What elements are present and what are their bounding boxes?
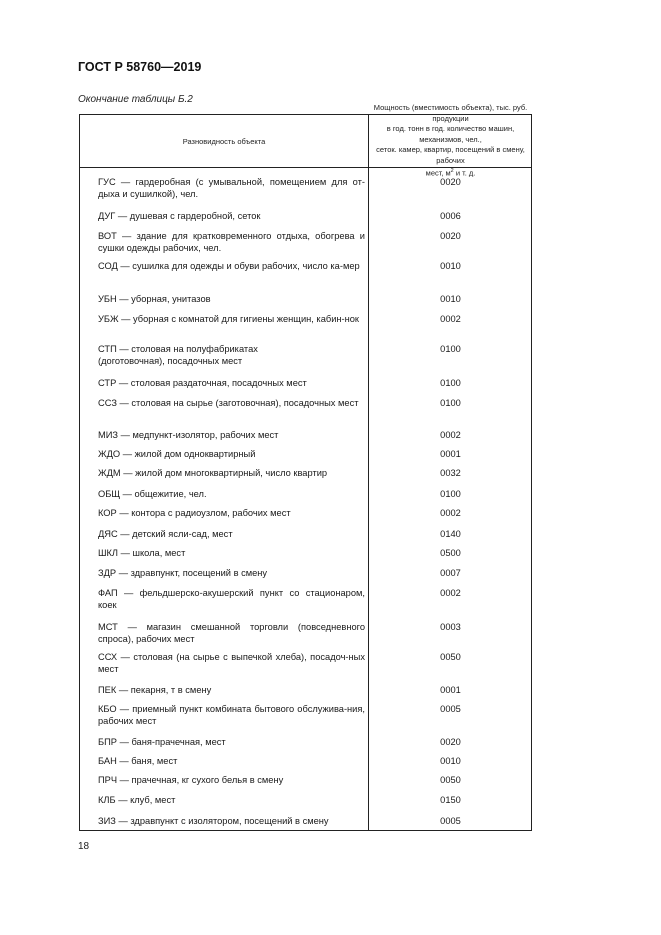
capacity-cell: 0007 <box>440 568 461 578</box>
object-type-cell: ДЯС — детский ясли-сад, мест <box>98 529 233 539</box>
object-type-cell: ЖДМ — жилой дом многоквартирный, число квартир <box>98 468 328 478</box>
page-number: 18 <box>78 841 90 852</box>
object-type-cell: ГУС — гардеробная (с умывальной, помещением для от-дыха и сушилкой), чел. <box>98 177 365 199</box>
capacity-cell: 0006 <box>440 211 461 221</box>
object-type-cell: МСТ — магазин смешанной торговли (повседневного спроса), рабочих мест <box>98 622 365 644</box>
object-type-cell: СТР — столовая раздаточная, посадочных мест <box>98 378 307 388</box>
object-type-cell: ВОТ — здание для кратковременного отдыха, обогрева и сушки одежды рабочих, чел. <box>98 231 365 253</box>
capacity-cell: 0500 <box>440 548 461 558</box>
capacity-cell: 0002 <box>440 314 461 324</box>
capacity-cell: 0001 <box>440 685 461 695</box>
capacity-cell: 0010 <box>440 756 461 766</box>
capacity-header-line: в год. тонн в год. количество машин, механизмов, чел., <box>386 124 515 144</box>
standard-code: ГОСТ Р 58760—2019 <box>78 60 202 74</box>
column-header-object-type: Разновидность объекта <box>182 136 266 146</box>
object-type-cell: КЛБ — клуб, мест <box>98 795 176 805</box>
object-type-cell: УБЖ — уборная с комнатой для гигиены женщин, кабин-нок <box>98 314 359 324</box>
object-type-cell: ССЗ — столовая на сырье (заготовочная), посадочных мест <box>98 398 359 408</box>
capacity-cell: 0003 <box>440 622 461 632</box>
capacity-cell: 0150 <box>440 795 461 805</box>
capacity-cell: 0010 <box>440 261 461 271</box>
object-type-cell: БАН — баня, мест <box>98 756 178 766</box>
capacity-cell: 0050 <box>440 652 461 662</box>
capacity-cell: 0050 <box>440 775 461 785</box>
object-type-cell: ПЕК — пекарня, т в смену <box>98 685 212 695</box>
object-types-table <box>79 103 532 831</box>
capacity-cell: 0020 <box>440 177 461 187</box>
capacity-cell: 0140 <box>440 529 461 539</box>
superscript-two: 2 <box>450 168 454 174</box>
capacity-cell: 0020 <box>440 737 461 747</box>
object-type-cell: ФАП — фельдшерско-акушерский пункт со стационаром, коек <box>98 588 365 610</box>
object-type-cell: ЖДО — жилой дом одноквартирный <box>98 449 256 459</box>
capacity-cell: 0100 <box>440 398 461 408</box>
object-type-cell: ССХ — столовая (на сырье с выпечкой хлеба), посадоч-ных мест <box>98 652 365 674</box>
column-header-capacity <box>369 103 532 178</box>
object-type-cell: ЗИЗ — здравпункт с изолятором, посещений в смену <box>98 816 329 826</box>
capacity-cell: 0005 <box>440 704 461 714</box>
object-type-cell: СОД — сушилка для одежды и обуви рабочих, число ка-мер <box>98 261 360 271</box>
capacity-cell: 0032 <box>440 468 461 478</box>
object-type-cell: УБН — уборная, унитазов <box>98 294 211 304</box>
capacity-cell: 0001 <box>440 449 461 459</box>
capacity-cell: 0002 <box>440 588 461 598</box>
object-type-cell: КОР — контора с радиоузлом, рабочих мест <box>98 508 291 518</box>
capacity-header-line: сеток. камер, квартир, посещений в смену, рабочих <box>376 145 525 165</box>
capacity-cell: 0100 <box>440 489 461 499</box>
capacity-cell: 0005 <box>440 816 461 826</box>
capacity-cell: 0010 <box>440 294 461 304</box>
capacity-header-line: Мощность (вместимость объекта), тыс. руб. продукции <box>373 103 528 123</box>
object-type-cell: БПР — баня-прачечная, мест <box>98 737 226 747</box>
capacity-cell: 0100 <box>440 378 461 388</box>
object-type-cell: СТП — столовая на полуфабрикатах (доготовочная), посадочных мест <box>98 344 258 366</box>
object-type-cell: ЗДР — здравпункт, посещений в смену <box>98 568 268 578</box>
object-type-cell: ОБЩ — общежитие, чел. <box>98 489 207 499</box>
object-type-cell: ДУГ — душевая с гардеробной, сеток <box>98 211 261 221</box>
object-type-cell: КБО — приемный пункт комбината бытового обслужива-ния, рабочих мест <box>98 704 365 726</box>
capacity-cell: 0100 <box>440 344 461 354</box>
capacity-cell: 0002 <box>440 430 461 440</box>
capacity-header-line: и т. д. <box>453 168 476 178</box>
capacity-header-line: мест, м <box>425 168 451 178</box>
table-caption: Окончание таблицы Б.2 <box>78 94 193 105</box>
object-type-cell: ПРЧ — прачечная, кг сухого белья в смену <box>98 775 284 785</box>
capacity-cell: 0020 <box>440 231 461 241</box>
capacity-cell: 0002 <box>440 508 461 518</box>
object-type-cell: МИЗ — медпункт-изолятор, рабочих мест <box>98 430 279 440</box>
object-type-cell: ШКЛ — школа, мест <box>98 548 186 558</box>
